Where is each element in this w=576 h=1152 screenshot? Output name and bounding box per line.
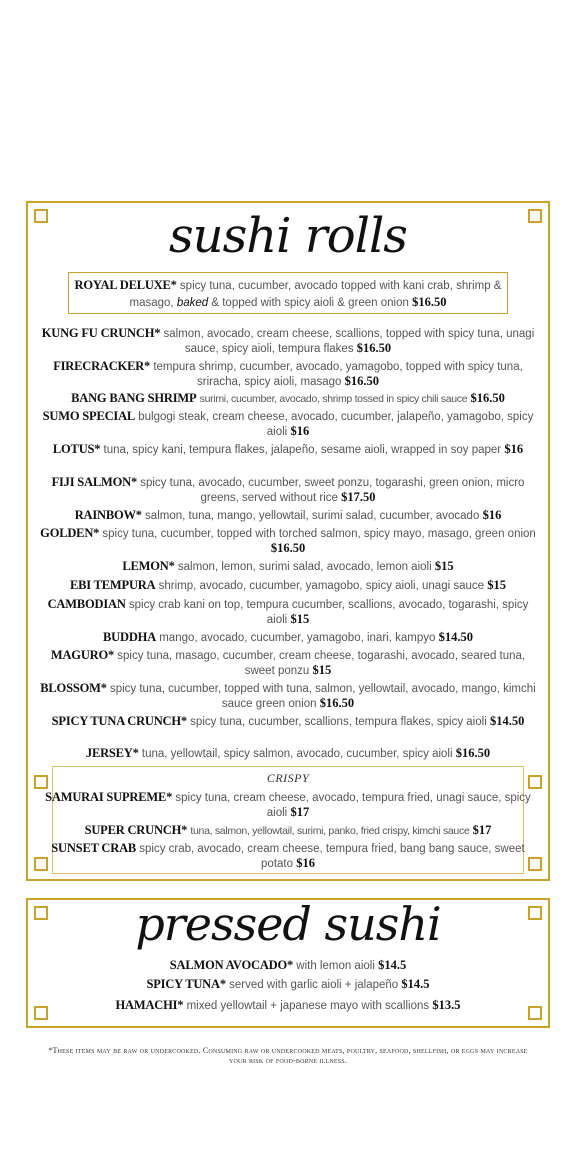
item-name: KUNG FU CRUNCH* xyxy=(41,326,161,340)
menu-item xyxy=(36,681,540,711)
item-name: SUNSET CRAB xyxy=(51,841,137,855)
raw-food-disclaimer: *These items may be raw or undercooked. Consuming raw or undercooked meats, poultry, seafood, shellfish, or eggs may increase your risk of food-borne illness. xyxy=(48,1046,528,1065)
pressed-sushi-heading: pressed sushi xyxy=(135,897,441,951)
featured-item xyxy=(72,277,504,311)
item-price: $16.50 xyxy=(470,391,505,405)
item-desc: spicy tuna, cucumber, scallions, tempura flakes, spicy aioli xyxy=(190,716,487,728)
item-price: $16.50 xyxy=(455,746,491,760)
item-desc: spicy tuna, cucumber, topped with tuna, salmon, yellowtail, avocado, mango, kimchi sauce green onion xyxy=(109,683,536,710)
menu-item xyxy=(36,559,540,574)
menu-item xyxy=(36,326,540,356)
menu-item xyxy=(36,391,540,406)
menu-item xyxy=(36,648,540,678)
item-name: SPICY TUNA CRUNCH* xyxy=(51,714,187,728)
item-name: SUMO SPECIAL xyxy=(42,409,136,423)
item-price: $16.50 xyxy=(344,374,380,388)
item-price: $16 xyxy=(482,508,502,522)
item-name: FIJI SALMON* xyxy=(51,475,138,489)
item-name: BANG BANG SHRIMP xyxy=(71,391,197,405)
item-desc: shrimp, avocado, cucumber, yamagobo, spicy aioli, unagi sauce xyxy=(158,580,485,592)
item-desc: spicy crab, avocado, cream cheese, tempura fried, bang bang sauce, sweet potato xyxy=(139,843,525,870)
crispy-subheading: CRISPY xyxy=(266,771,310,785)
item-desc: surimi, cucumber, avocado, shrimp tossed in spicy chili sauce xyxy=(199,393,468,405)
item-desc-emphasis: baked xyxy=(176,297,209,309)
item-name: JERSEY* xyxy=(85,746,139,760)
menu-item xyxy=(36,714,540,729)
item-name: SPICY TUNA* xyxy=(146,977,226,991)
item-price: $14.5 xyxy=(401,977,430,991)
item-price: $13.5 xyxy=(432,998,461,1012)
item-desc: spicy tuna, cream cheese, avocado, tempura fried, unagi sauce, spicy aioli xyxy=(175,792,531,819)
item-name: SALMON AVOCADO* xyxy=(169,958,294,972)
item-name: SUPER CRUNCH* xyxy=(84,823,188,837)
item-desc: salmon, tuna, mango, yellowtail, surimi salad, cucumber, avocado xyxy=(145,510,480,522)
menu-item xyxy=(36,578,540,593)
item-desc: tuna, spicy kani, tempura flakes, jalapeño, sesame aioli, wrapped in soy paper xyxy=(103,444,502,456)
item-price: $16.50 xyxy=(412,295,447,309)
item-price: $16 xyxy=(296,856,315,870)
item-price: $16 xyxy=(504,442,524,456)
item-name: SAMURAI SUPREME* xyxy=(45,790,173,804)
menu-item xyxy=(36,841,540,871)
menu-item xyxy=(36,823,540,838)
menu-item xyxy=(36,409,540,439)
item-price: $15 xyxy=(312,663,332,677)
sushi-rolls-heading: sushi rolls xyxy=(169,208,407,264)
item-name: EBI TEMPURA xyxy=(70,578,156,592)
item-name: LEMON* xyxy=(122,559,175,573)
menu-item xyxy=(36,998,540,1013)
item-desc: tuna, salmon, yellowtail, surimi, panko, fried crispy, kimchi sauce xyxy=(190,825,470,837)
item-price: $16.50 xyxy=(270,541,306,555)
menu-item xyxy=(36,359,540,389)
item-name: RAINBOW* xyxy=(74,508,142,522)
item-desc: salmon, lemon, surimi salad, avocado, lemon aioli xyxy=(177,561,432,573)
item-name: BUDDHA xyxy=(103,630,157,644)
item-desc: mango, avocado, cucumber, yamagobo, inari, kampyo xyxy=(159,632,436,644)
item-name: LOTUS* xyxy=(52,442,101,456)
item-desc: served with garlic aioli + jalapeño xyxy=(229,979,399,991)
item-price: $15 xyxy=(434,559,454,573)
menu-item xyxy=(36,977,540,992)
item-desc: salmon, avocado, cream cheese, scallions, topped with spicy tuna, unagi sauce, spicy aioli, tempura flakes xyxy=(163,328,535,355)
menu-item xyxy=(36,790,540,820)
item-name: BLOSSOM* xyxy=(40,681,107,695)
item-desc: with lemon aioli xyxy=(296,960,375,972)
item-desc: spicy tuna, cucumber, avocado topped with kani crab, shrimp & masago, xyxy=(129,280,502,309)
item-name: HAMACHI* xyxy=(115,998,184,1012)
item-price: $14.50 xyxy=(489,714,525,728)
menu-item xyxy=(36,746,540,761)
item-desc: mixed yellowtail + japanese mayo with scallions xyxy=(186,1000,430,1012)
menu-item xyxy=(36,526,540,556)
item-price: $16 xyxy=(290,424,310,438)
item-price: $17.50 xyxy=(341,490,376,504)
menu-item xyxy=(36,508,540,523)
item-price: $14.5 xyxy=(378,958,407,972)
menu-item xyxy=(36,958,540,973)
item-price: $15 xyxy=(487,578,506,592)
item-price: $16.50 xyxy=(356,341,392,355)
item-name: MAGURO* xyxy=(50,648,115,662)
item-price: $14.50 xyxy=(438,630,473,644)
item-desc: spicy crab kani on top, tempura cucumber, scallions, avocado, togarashi, spicy aioli xyxy=(128,599,529,626)
item-desc: spicy tuna, masago, cucumber, cream cheese, togarashi, avocado, seared tuna, sweet ponzu xyxy=(117,650,526,677)
item-desc: bulgogi steak, cream cheese, avocado, cucumber, jalapeño, yamagobo, spicy aioli xyxy=(138,411,534,438)
item-desc: spicy tuna, cucumber, topped with torched salmon, spicy mayo, masago, green onion xyxy=(102,528,536,540)
item-price: $17 xyxy=(290,805,310,819)
item-desc: tempura shrimp, cucumber, avocado, yamagobo, topped with spicy tuna, sriracha, spicy aioli, masago xyxy=(153,361,523,388)
item-name: CAMBODIAN xyxy=(47,597,126,611)
item-name: FIRECRACKER* xyxy=(53,359,151,373)
item-price: $15 xyxy=(290,612,310,626)
item-name: GOLDEN* xyxy=(40,526,100,540)
item-price: $16.50 xyxy=(319,696,355,710)
item-desc: & topped with spicy aioli & green onion xyxy=(211,297,409,309)
item-name: ROYAL DELUXE* xyxy=(74,278,177,292)
menu-item xyxy=(36,475,540,505)
item-desc: tuna, yellowtail, spicy salmon, avocado, cucumber, spicy aioli xyxy=(141,748,453,760)
menu-item xyxy=(36,630,540,645)
item-price: $17 xyxy=(472,823,492,837)
item-desc: spicy tuna, avocado, cucumber, sweet ponzu, togarashi, green onion, micro greens, served without rice xyxy=(140,477,525,504)
menu-item xyxy=(36,442,540,457)
menu-item xyxy=(36,597,540,627)
